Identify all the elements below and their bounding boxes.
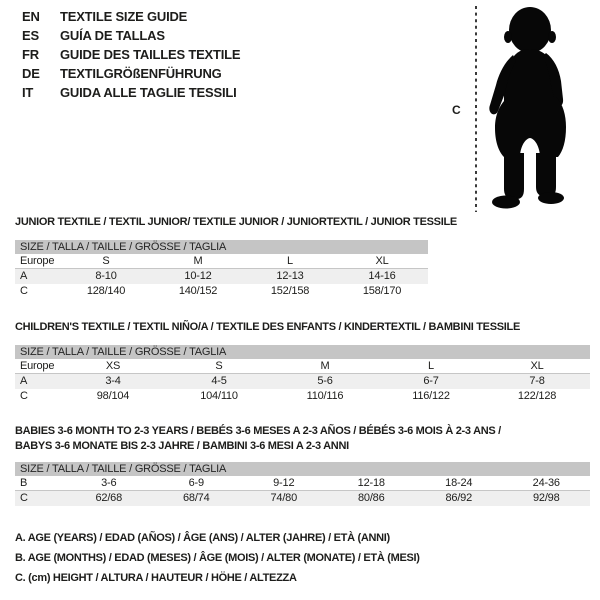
table-cell: XS [105,360,121,372]
legend-footnotes [15,528,420,588]
language-code: DE [22,66,40,81]
table-row [15,476,590,491]
size-header-bar [15,240,428,254]
table-cell: 104/110 [200,390,238,402]
height-dashed-line-icon [474,6,478,212]
junior-table-rows [15,254,428,299]
language-code: IT [22,85,34,100]
table-cell: 158/170 [362,285,402,297]
table-cell: L [287,255,293,267]
language-title: GUÍA DE TALLAS [60,28,165,43]
children-section-title: CHILDREN'S TEXTILE / TEXTIL NIÑO/A / TEXTILE DES ENFANTS / KINDERTEXTIL / BAMBINI TESSILE [15,321,520,333]
row-label: A [20,270,28,282]
babies-section-title-line1: BABIES 3-6 MONTH TO 2-3 YEARS / BEBÉS 3-6 MESES A 2-3 AÑOS / BÉBÉS 3-6 MOIS À 2-3 ANS / [15,425,501,437]
table-cell: 80/86 [357,492,385,504]
footnote-b: B. AGE (MONTHS) / EDAD (MESES) / ÂGE (MOIS) / ALTER (MONATE) / ETÀ (MESI) [15,552,420,564]
table-row [15,284,428,299]
height-marker-label: C [452,103,461,117]
table-cell: 6-7 [423,375,439,387]
language-code: EN [22,9,40,24]
junior-size-table [15,240,428,299]
language-title-list [22,7,240,102]
table-row [15,374,590,389]
row-label: C [20,285,28,297]
table-cell: 62/68 [95,492,123,504]
table-cell: S [215,360,223,372]
table-cell: 92/98 [532,492,560,504]
babies-size-table [15,462,590,506]
babies-table-rows [15,476,590,506]
language-code: ES [22,28,39,43]
table-row [15,269,428,284]
footnote-a: A. AGE (YEARS) / EDAD (AÑOS) / ÂGE (ANS) / ALTER (JAHRE) / ETÀ (ANNI) [15,532,390,544]
table-cell: 12-13 [276,270,304,282]
row-label: C [20,492,28,504]
table-cell: 12-18 [357,477,385,489]
table-row [15,359,590,374]
language-code: FR [22,47,39,62]
junior-section-title: JUNIOR TEXTILE / TEXTIL JUNIOR/ TEXTILE JUNIOR / JUNIORTEXTIL / JUNIOR TESSILE [15,216,457,228]
table-cell: 3-6 [101,477,117,489]
row-label: B [20,477,28,489]
table-cell: 9-12 [273,477,295,489]
table-cell: 5-6 [317,375,333,387]
table-cell: 140/152 [178,285,218,297]
table-cell: 6-9 [188,477,204,489]
baby-silhouette-icon [480,5,580,211]
table-cell: 7-8 [529,375,545,387]
table-cell: 86/92 [445,492,473,504]
table-cell: 3-4 [105,375,121,387]
language-title: TEXTILE SIZE GUIDE [60,9,188,24]
table-cell: M [320,360,330,372]
language-row [22,7,240,26]
size-header-label: SIZE / TALLA / TAILLE / GRÖSSE / TAGLIA [20,463,227,475]
row-label: A [20,375,28,387]
table-cell: XL [375,255,389,267]
size-header-label: SIZE / TALLA / TAILLE / GRÖSSE / TAGLIA [20,241,227,253]
size-header-bar [15,462,590,476]
table-cell: M [193,255,203,267]
babies-section-title-line2: BABYS 3-6 MONATE BIS 2-3 JAHRE / BAMBINI 3-6 MESI A 2-3 ANNI [15,440,349,452]
table-cell: 128/140 [86,285,126,297]
language-row [22,83,240,102]
table-cell: 68/74 [182,492,210,504]
language-row [22,64,240,83]
size-header-label: SIZE / TALLA / TAILLE / GRÖSSE / TAGLIA [20,346,227,358]
language-title: GUIDE DES TAILLES TEXTILE [60,47,241,62]
language-row [22,26,240,45]
language-title: GUIDA ALLE TAGLIE TESSILI [60,85,237,100]
table-cell: 18-24 [445,477,473,489]
table-cell: XL [530,360,544,372]
footnote-c: C. (cm) HEIGHT / ALTURA / HAUTEUR / HÖHE / ALTEZZA [15,572,297,584]
table-cell: 74/80 [270,492,298,504]
size-header-bar [15,345,590,359]
table-row [15,254,428,269]
table-cell: L [428,360,434,372]
table-cell: 24-36 [532,477,560,489]
table-cell: 122/128 [517,390,557,402]
baby-height-figure [440,0,600,220]
table-cell: S [102,255,110,267]
table-row [15,389,590,404]
table-row [15,491,590,506]
children-size-table [15,345,590,404]
table-cell: 14-16 [368,270,396,282]
table-cell: 4-5 [211,375,227,387]
row-label: Europe [20,255,55,267]
table-cell: 152/158 [270,285,310,297]
table-cell: 110/116 [306,390,344,402]
table-cell: 8-10 [95,270,117,282]
row-label: Europe [20,360,55,372]
table-cell: 116/122 [412,390,450,402]
language-row [22,45,240,64]
table-cell: 98/104 [96,390,130,402]
children-table-rows [15,359,590,404]
row-label: C [20,390,28,402]
language-title: TEXTILGRÖßENFÜHRUNG [60,66,222,81]
table-cell: 10-12 [184,270,212,282]
